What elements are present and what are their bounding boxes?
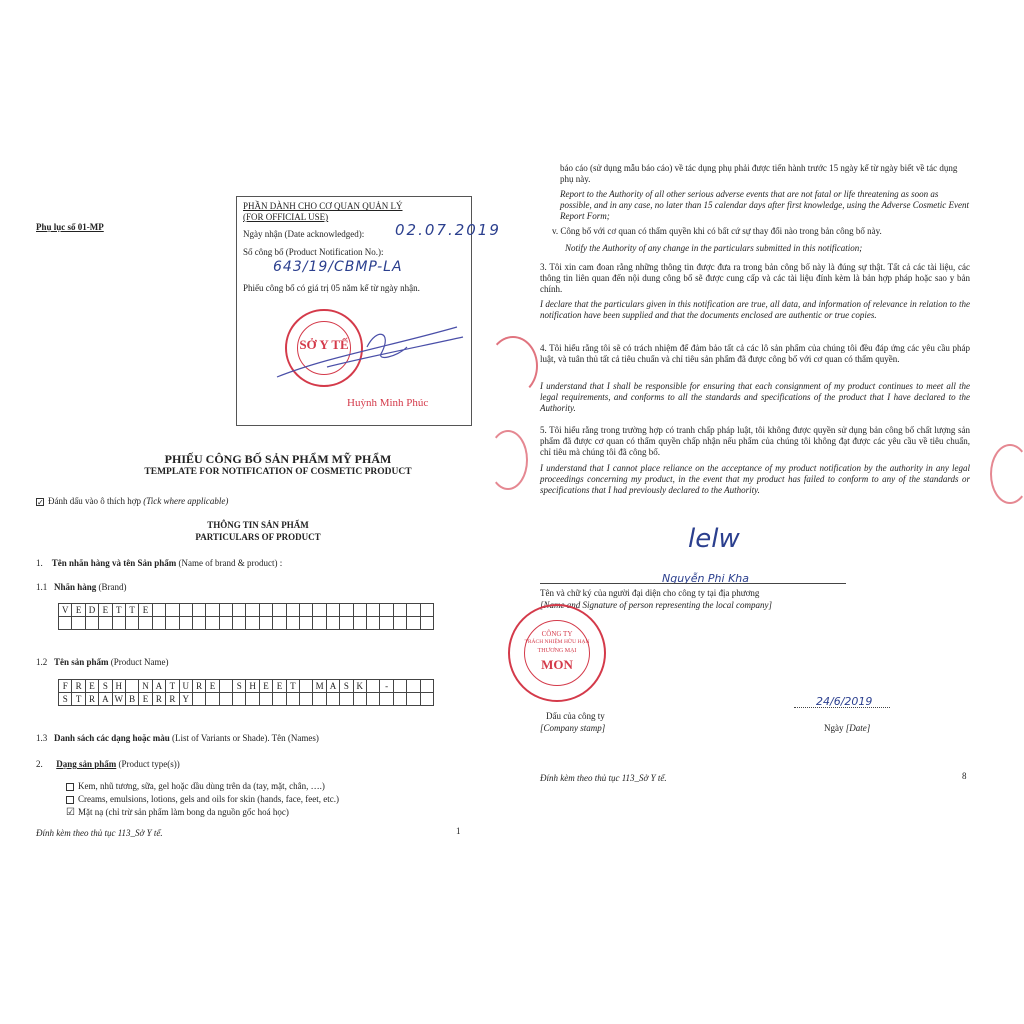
- item-1-1-en: (Brand): [98, 582, 127, 592]
- grid-cell: D: [85, 604, 98, 617]
- brand-grid-row: [59, 617, 434, 630]
- grid-cell: E: [259, 680, 272, 693]
- grid-cell: [233, 617, 246, 630]
- brand-grid-row: [59, 604, 434, 617]
- item-2: [36, 759, 180, 770]
- grid-cell: [407, 693, 420, 706]
- type-item: [66, 781, 325, 792]
- grid-cell: S: [59, 693, 72, 706]
- grid-cell: [192, 693, 205, 706]
- sign-label-vi: Tên và chữ ký của người đại diện cho công ty tại địa phương: [540, 588, 760, 598]
- grid-cell: [393, 604, 406, 617]
- item-1-1-num: 1.1: [36, 582, 48, 592]
- declaration-4-en: I understand that I shall be responsible for ensuring that each consignment of my product continues to meet all the legal requirements, and conforms to all the standards and specifications of the product that I have declared to the Authority.: [540, 381, 970, 413]
- grid-cell: Y: [179, 693, 192, 706]
- grid-cell: [219, 617, 232, 630]
- grid-cell: W: [112, 693, 125, 706]
- tick-note-checkbox-icon: ✓: [37, 497, 44, 507]
- type-checkbox-checked: ☑: [66, 806, 75, 818]
- type-item: [66, 794, 339, 805]
- date-label: [824, 723, 870, 734]
- grid-cell: [393, 617, 406, 630]
- grid-cell: [192, 604, 205, 617]
- grid-cell: [166, 604, 179, 617]
- date-label-vi: Ngày: [824, 723, 844, 733]
- grid-cell: [313, 604, 326, 617]
- right-footer: Đính kèm theo thủ tục 113_Sở Y tế.: [540, 773, 667, 783]
- grid-cell: [313, 617, 326, 630]
- grid-cell: S: [340, 680, 353, 693]
- form-title-vi: PHIẾU CÔNG BỐ SẢN PHẨM MỸ PHẨM: [164, 452, 392, 466]
- stamp-label-vi: Dấu của công ty: [546, 711, 605, 721]
- date-acknowledged-value: 02.07.2019: [395, 221, 501, 239]
- left-footer: Đính kèm theo thủ tục 113_Sở Y tế.: [36, 828, 163, 838]
- company-stamp-name: MON: [541, 657, 573, 672]
- section-title-en: PARTICULARS OF PRODUCT: [195, 532, 321, 542]
- grid-cell: R: [192, 680, 205, 693]
- item-1-2: [36, 657, 169, 668]
- item-2-en: (Product type(s)): [118, 759, 180, 769]
- grid-cell: [166, 617, 179, 630]
- grid-cell: [273, 693, 286, 706]
- grid-cell: T: [72, 693, 85, 706]
- grid-cell: [152, 604, 165, 617]
- product-name-grid: [58, 679, 434, 706]
- top-paragraph-en: Report to the Authority of all other serious adverse events that are not fatal or life threatening as soon as possible, and in any case, no later than 15 calendar days after first knowledge, using the Adverse Cosmetic Event Report Form;: [560, 189, 970, 221]
- type-label: Kem, nhũ tương, sữa, gel hoặc dầu dùng trên da (tay, mặt, chân, ….): [78, 781, 325, 791]
- grid-cell: A: [326, 680, 339, 693]
- grid-cell: E: [99, 604, 112, 617]
- item-1-3-en: (List of Variants or Shade). Tên (Names): [172, 733, 319, 743]
- signature-line: [540, 583, 846, 584]
- grid-cell: E: [139, 693, 152, 706]
- date-acknowledged-label: Ngày nhận (Date acknowledged):: [243, 229, 365, 239]
- grid-cell: T: [166, 680, 179, 693]
- grid-cell: R: [152, 693, 165, 706]
- grid-cell: [273, 604, 286, 617]
- product-name-grid-row: [59, 680, 434, 693]
- grid-cell: [353, 617, 366, 630]
- grid-cell: U: [179, 680, 192, 693]
- grid-cell: M: [313, 680, 326, 693]
- grid-cell: [259, 604, 272, 617]
- grid-cell: F: [59, 680, 72, 693]
- grid-cell: [407, 604, 420, 617]
- grid-cell: [125, 680, 138, 693]
- grid-cell: [206, 604, 219, 617]
- official-signer-name: Huỳnh Minh Phúc: [347, 397, 429, 409]
- item-1-2-label: Tên sản phẩm: [54, 657, 109, 667]
- company-stamp-line: CÔNG TY: [541, 630, 573, 638]
- item-1-3-num: 1.3: [36, 733, 48, 743]
- grid-cell: E: [85, 680, 98, 693]
- item-1-label: Tên nhãn hàng và tên Sản phẩm: [51, 558, 177, 568]
- declaration-3-en: I declare that the particulars given in this notification are true, all data, and information of relevance in relation to the notification have been supplied and that the documents enclosed are authentic or true copies.: [540, 299, 970, 320]
- grid-cell: [420, 693, 433, 706]
- grid-cell: [273, 617, 286, 630]
- grid-cell: E: [273, 680, 286, 693]
- representative-name: Nguyễn Phi Kha: [662, 572, 750, 585]
- grid-cell: [286, 693, 299, 706]
- item-1-3: [36, 733, 319, 744]
- grid-cell: [246, 693, 259, 706]
- grid-cell: [219, 693, 232, 706]
- grid-cell: [366, 680, 379, 693]
- grid-cell: [300, 617, 313, 630]
- grid-cell: [393, 693, 406, 706]
- form-title-en: TEMPLATE FOR NOTIFICATION OF COSMETIC PRODUCT: [144, 467, 412, 477]
- grid-cell: T: [286, 680, 299, 693]
- item-2-num: 2.: [36, 759, 43, 769]
- item-v-vi: v. Công bố với cơ quan có thẩm quyền khi có bất cứ sự thay đổi nào trong bản công bố này.: [552, 226, 882, 236]
- grid-cell: [179, 604, 192, 617]
- type-label: Mặt nạ (chỉ trừ sản phẩm làm bong da nguồn gốc hoá học): [78, 807, 289, 817]
- grid-cell: [380, 604, 393, 617]
- grid-cell: T: [125, 604, 138, 617]
- grid-cell: [286, 604, 299, 617]
- sign-label-en: [Name and Signature of person representing the local company]: [540, 600, 772, 610]
- grid-cell: [380, 693, 393, 706]
- grid-cell: [420, 617, 433, 630]
- grid-cell: [59, 617, 72, 630]
- grid-cell: [340, 604, 353, 617]
- appendix-label: Phụ lục số 01-MP: [36, 222, 104, 232]
- grid-cell: B: [125, 693, 138, 706]
- grid-cell: R: [85, 693, 98, 706]
- top-paragraph-vi: báo cáo (sử dụng mẫu báo cáo) về tác dụng phụ phải được tiến hành trước 15 ngày kể từ ngày biết về tác dụng phụ này.: [560, 163, 958, 184]
- grid-cell: [219, 680, 232, 693]
- grid-cell: [353, 693, 366, 706]
- item-1-1: [36, 582, 127, 593]
- grid-cell: [366, 693, 379, 706]
- grid-cell: [246, 617, 259, 630]
- grid-cell: [286, 617, 299, 630]
- grid-cell: [340, 693, 353, 706]
- grid-cell: [366, 604, 379, 617]
- partial-stamp-arc: [488, 430, 528, 490]
- grid-cell: [152, 617, 165, 630]
- grid-cell: [407, 617, 420, 630]
- grid-cell: S: [99, 680, 112, 693]
- grid-cell: [125, 617, 138, 630]
- partial-stamp-arc: [990, 444, 1024, 504]
- item-1-1-label: Nhãn hàng: [54, 582, 97, 592]
- grid-cell: [246, 604, 259, 617]
- brand-grid: [58, 603, 434, 630]
- grid-cell: [259, 693, 272, 706]
- grid-cell: E: [206, 680, 219, 693]
- grid-cell: [420, 604, 433, 617]
- grid-cell: [99, 617, 112, 630]
- grid-cell: A: [99, 693, 112, 706]
- item-2-label: Dạng sản phẩm: [56, 759, 117, 769]
- company-stamp: [508, 604, 606, 702]
- grid-cell: [326, 604, 339, 617]
- grid-cell: [407, 680, 420, 693]
- tick-note-text: Đánh dấu vào ô thích hợp: [48, 496, 141, 506]
- right-page-number: 8: [962, 771, 967, 781]
- item-1-num: 1.: [36, 558, 43, 568]
- grid-cell: [206, 617, 219, 630]
- grid-cell: [259, 617, 272, 630]
- type-checkbox: [66, 796, 74, 804]
- grid-cell: R: [72, 680, 85, 693]
- declaration-5-en: I understand that I cannot place reliance on the acceptance of my product notification by the authority in any legal proceedings concerning my product, in the event that my product has failed to conform to any of the standards or specifications that I had previously declared to the Authority.: [540, 463, 970, 495]
- grid-cell: [326, 617, 339, 630]
- grid-cell: [366, 617, 379, 630]
- notification-number-value: 643/19/CBMP-LA: [273, 259, 403, 275]
- grid-cell: -: [380, 680, 393, 693]
- item-1-2-num: 1.2: [36, 657, 48, 667]
- grid-cell: K: [353, 680, 366, 693]
- grid-cell: N: [139, 680, 152, 693]
- grid-cell: [393, 680, 406, 693]
- item-v-en: Notify the Authority of any change in the particulars submitted in this notification;: [565, 243, 863, 253]
- declaration-4-vi: 4. Tôi hiểu rằng tôi sẽ có trách nhiệm để đảm bảo tất cả các lô sản phẩm của chúng tôi đều đáp ứng các yêu cầu pháp luật, và tuân thủ tất cả tiêu chuẩn và chỉ tiêu sản phẩm đã được công bố với cơ quan có thẩm quyền.: [540, 343, 970, 364]
- official-signature: [267, 307, 467, 387]
- official-use-box: [236, 196, 501, 426]
- grid-cell: [72, 617, 85, 630]
- item-1: [36, 558, 282, 569]
- item-1-3-label: Danh sách các dạng hoặc màu: [54, 733, 170, 743]
- grid-cell: [206, 693, 219, 706]
- left-page-number: 1: [456, 826, 461, 836]
- stamp-center-text: SỞ Y TẾ: [299, 337, 349, 352]
- grid-cell: [192, 617, 205, 630]
- validity-note: Phiếu công bố có giá trị 05 năm kể từ ngày nhận.: [243, 283, 420, 293]
- grid-cell: [85, 617, 98, 630]
- grid-cell: [340, 617, 353, 630]
- company-stamp-line: TRÁCH NHIỆM HỮU HẠN: [524, 639, 590, 645]
- grid-cell: R: [166, 693, 179, 706]
- declaration-5-vi: 5. Tôi hiểu rằng trong trường hợp có tranh chấp pháp luật, tôi không được quyền sử dụng bản công bố chất lượng sản phẩm đã được cơ quan có thẩm quyền chấp nhận nếu phẩm của chúng tôi không đạt được các yêu cầu về tiêu chuẩn, chỉ tiêu mà chúng tôi đã công bố.: [540, 425, 970, 457]
- partial-stamp-arc: [488, 336, 538, 396]
- product-name-grid-row: [59, 693, 434, 706]
- grid-cell: [233, 604, 246, 617]
- grid-cell: T: [112, 604, 125, 617]
- item-1-en: (Name of brand & product) :: [178, 558, 283, 568]
- grid-cell: [219, 604, 232, 617]
- tick-note-en: (Tick where applicable): [143, 496, 229, 506]
- official-box-title: PHẦN DÀNH CHO CƠ QUAN QUẢN LÝ: [243, 201, 403, 211]
- grid-cell: [326, 693, 339, 706]
- grid-cell: [300, 693, 313, 706]
- grid-cell: H: [246, 680, 259, 693]
- item-1-2-en: (Product Name): [110, 657, 169, 667]
- grid-cell: [380, 617, 393, 630]
- date-label-en: [Date]: [845, 723, 871, 733]
- grid-cell: [353, 604, 366, 617]
- tick-note: [36, 496, 228, 507]
- company-stamp-line: THƯƠNG MẠI: [537, 648, 577, 654]
- grid-cell: [233, 693, 246, 706]
- stamp-label-en: [Company stamp]: [540, 723, 606, 733]
- representative-signature: lelw: [688, 524, 740, 554]
- declaration-3-vi: 3. Tôi xin cam đoan rằng những thông tin được đưa ra trong bản công bố này là đúng sự thật. Tất cả các tài liệu, các thông tin liên quan đến nội dung công bố sẽ được cung cấp và các tài liệu đính kèm là bản hợp pháp hoặc sao y bản chính.: [540, 262, 970, 294]
- type-item: [66, 807, 289, 818]
- grid-cell: [179, 617, 192, 630]
- grid-cell: [139, 617, 152, 630]
- signing-date-value: 24/6/2019: [816, 695, 873, 708]
- date-line: [794, 707, 890, 708]
- grid-cell: [420, 680, 433, 693]
- grid-cell: [300, 680, 313, 693]
- grid-cell: [313, 693, 326, 706]
- section-title-vi: THÔNG TIN SẢN PHẨM: [207, 520, 309, 530]
- grid-cell: [300, 604, 313, 617]
- official-box-subtitle: (FOR OFFICIAL USE): [243, 212, 329, 222]
- type-label: Creams, emulsions, lotions, gels and oils for skin (hands, face, feet, etc.): [78, 794, 339, 804]
- grid-cell: H: [112, 680, 125, 693]
- grid-cell: E: [139, 604, 152, 617]
- grid-cell: S: [233, 680, 246, 693]
- grid-cell: V: [59, 604, 72, 617]
- notification-number-label: Số công bố (Product Notification No.):: [243, 247, 384, 257]
- type-checkbox: [66, 783, 74, 791]
- grid-cell: [112, 617, 125, 630]
- grid-cell: E: [72, 604, 85, 617]
- grid-cell: A: [152, 680, 165, 693]
